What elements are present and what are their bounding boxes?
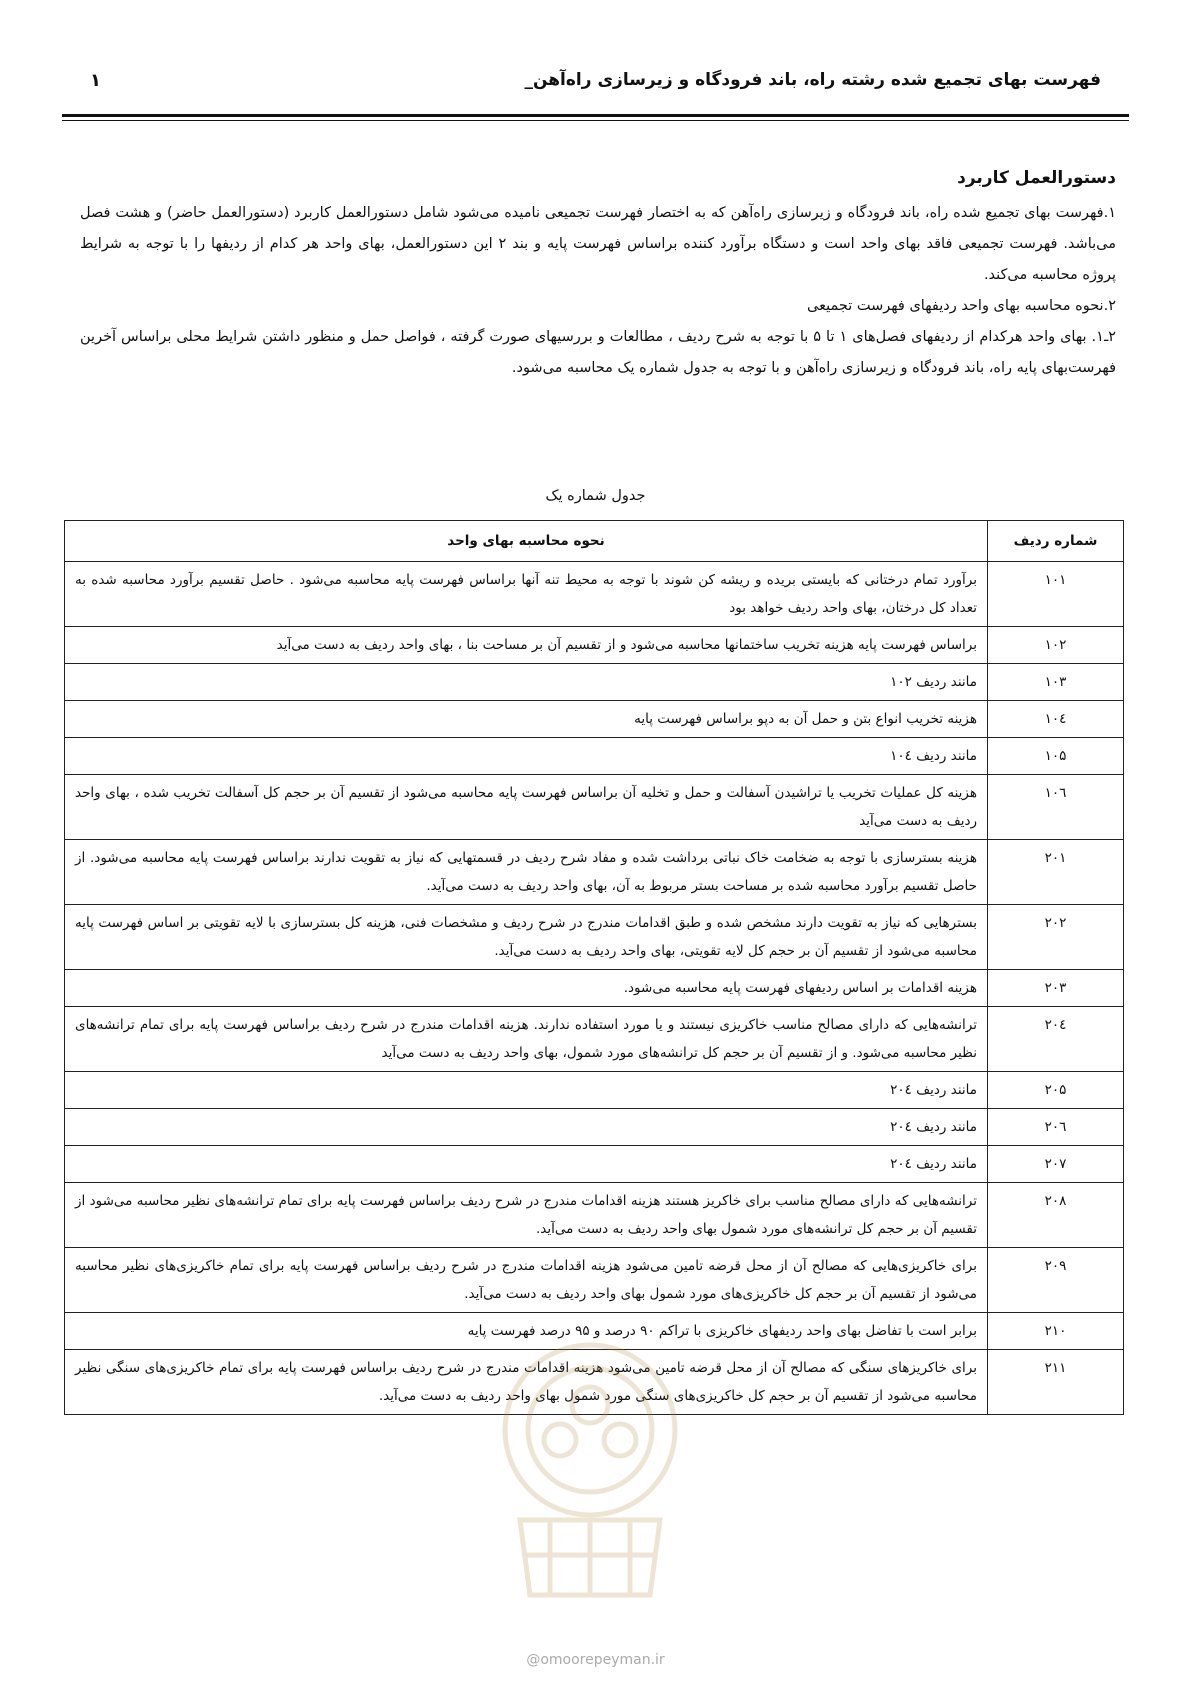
row-number: ۲۰۱ [988,840,1124,905]
header-rule-thick [62,114,1129,117]
row-number: ۲۰۹ [988,1248,1124,1313]
row-number: ۲۰۲ [988,905,1124,970]
row-description: برای خاکریزی‌هایی که مصالح آن از محل قرضه تامین می‌شود هزینه اقدامات مندرج در شرح ردیف براساس فهرست پایه برای تمام خاکریزی‌های نظیر محاسبه می‌شود از تقسیم آن بر حجم کل خاکریزی‌های مورد شمول بهای واحد ردیف به دست می‌آید. [65,1248,988,1313]
row-description: ترانشه‌هایی که دارای مصالح مناسب خاکریزی نیستند و یا مورد استفاده ندارند. هزینه اقدامات مندرج در شرح ردیف براساس فهرست پایه برای تمام ترانشه‌های نظیر محاسبه می‌شود. و از تقسیم آن بر حجم کل ترانشه‌های مورد شمول، بهای واحد ردیف به دست می‌آید [65,1007,988,1072]
header-title: فهرست بهای تجمیع شده رشته راه، باند فرودگاه و زیرسازی راه‌آهن_ [524,70,1101,90]
row-number: ۲۰٤ [988,1007,1124,1072]
row-number: ۲۱۰ [988,1313,1124,1350]
table-row [65,1146,1124,1183]
row-description: مانند ردیف ۲۰٤ [65,1109,988,1146]
row-number: ۲۱۱ [988,1350,1124,1415]
table-row [65,970,1124,1007]
row-number: ۱۰۲ [988,627,1124,664]
row-number: ۲۰٦ [988,1109,1124,1146]
row-description: هزینه تخریب انواع بتن و حمل آن به دپو براساس فهرست پایه [65,701,988,738]
table-header-row [65,521,1124,562]
header-rule-thin [62,120,1129,121]
table-row [65,701,1124,738]
row-description: مانند ردیف ۱۰۲ [65,664,988,701]
page-header [90,60,1101,100]
row-number: ۲۰۸ [988,1183,1124,1248]
instructions-section [80,168,1116,384]
paragraph-3: ۲ـ۱. بهای واحد هرکدام از ردیفهای فصل‌های ۱ تا ۵ با توجه به شرح ردیف ، مطالعات و بررسیهای صورت گرفته ، فواصل حمل و منظور داشتن شرایط محلی براساس آخرین فهرست‌بهای پایه راه، باند فرودگاه و زیرسازی راه‌آهن و با توجه به جدول شماره یک محاسبه می‌شود. [80,329,1116,376]
table-row [65,664,1124,701]
row-number: ۲۰۳ [988,970,1124,1007]
row-description: مانند ردیف ۲۰٤ [65,1146,988,1183]
row-description: بسترهایی که نیاز به تقویت دارند مشخص شده و طبق اقدامات مندرج در شرح ردیف و مشخصات فنی، هزینه کل بسترسازی با لایه تقویتی بر اساس فهرست پایه محاسبه می‌شود از تقسیم آن بر حجم کل لایه تقویتی، بهای واحد ردیف به دست می‌آید. [65,905,988,970]
row-description: هزینه کل عملیات تخریب یا تراشیدن آسفالت و حمل و تخلیه آن براساس فهرست پایه محاسبه می‌شود از تقسیم آن بر حجم کل آسفالت تخریب شده ، بهای واحد ردیف به دست می‌آید [65,775,988,840]
table-row [65,738,1124,775]
row-description: برآورد تمام درختانی که بایستی بریده و ریشه کن شوند با توجه به محیط تنه آنها براساس فهرست پایه محاسبه می‌شود . حاصل تقسیم برآورد محاسبه شده به تعداد کل درختان، بهای واحد ردیف خواهد بود [65,562,988,627]
table-row [65,1350,1124,1415]
row-number: ۱۰۱ [988,562,1124,627]
calculation-table [64,520,1124,1415]
row-description: هزینه اقدامات بر اساس ردیفهای فهرست پایه محاسبه می‌شود. [65,970,988,1007]
row-description: براساس فهرست پایه هزینه تخریب ساختمانها محاسبه می‌شود و از تقسیم آن بر مساحت بنا ، بهای واحد ردیف به دست می‌آید [65,627,988,664]
row-description: هزینه بسترسازی با توجه به ضخامت خاک نباتی برداشت شده و مفاد شرح ردیف در قسمتهایی که نیاز به تقویت ندارند براساس فهرست پایه محاسبه می‌شود. از حاصل تقسیم برآورد محاسبه شده بر مساحت بستر مربوط به آن، بهای واحد ردیف به دست می‌آید. [65,840,988,905]
page-number: ۱ [90,69,101,91]
row-description: ترانشه‌هایی که دارای مصالح مناسب برای خاکریز هستند هزینه اقدامات مندرج در شرح ردیف براساس فهرست پایه برای تمام ترانشه‌های نظیر محاسبه می‌شود از تقسیم آن بر حجم کل ترانشه‌های مورد شمول بهای واحد ردیف به دست می‌آید. [65,1183,988,1248]
footer-site: @omoorepeyman.ir [526,1652,665,1668]
row-number: ۱۰۵ [988,738,1124,775]
table-row [65,1183,1124,1248]
table-row [65,562,1124,627]
table-row [65,1109,1124,1146]
table-row [65,1072,1124,1109]
row-description: مانند ردیف ۲۰٤ [65,1072,988,1109]
table-body [65,562,1124,1415]
header-calculation-method: نحوه محاسبه بهای واحد [65,521,988,562]
row-number: ۱۰٦ [988,775,1124,840]
header-row-number: شماره ردیف [988,521,1124,562]
row-description: مانند ردیف ۱۰٤ [65,738,988,775]
table-row [65,775,1124,840]
section-title: دستورالعمل کاربرد [957,168,1116,188]
table-row [65,1248,1124,1313]
table-row [65,627,1124,664]
row-description: برای خاکریزهای سنگی که مصالح آن از محل قرضه تامین می‌شود هزینه اقدامات مندرج در شرح ردیف براساس فهرست پایه برای تمام خاکریزی‌های سنگی نظیر محاسبه می‌شود از تقسیم آن بر حجم کل خاکریزی‌های سنگی مورد شمول بهای واحد ردیف به دست می‌آید. [65,1350,988,1415]
table-row [65,905,1124,970]
row-number: ۱۰۳ [988,664,1124,701]
table-row [65,1007,1124,1072]
table-row [65,840,1124,905]
table-caption: جدول شماره یک [545,488,646,504]
row-number: ۲۰۷ [988,1146,1124,1183]
row-number: ۱۰٤ [988,701,1124,738]
paragraph-1: ۱.فهرست بهای تجمیع شده راه، باند فرودگاه و زیرسازی راه‌آهن که به اختصار فهرست تجمیعی نامیده می‌شود شامل دستورالعمل کاربرد (دستورالعمل حاضر) و هشت فصل می‌باشد. فهرست تجمیعی فاقد بهای واحد است و دستگاه برآورد کننده براساس فهرست پایه و بند ۲ این دستورالعمل، بهای واحد هر کدام از ردیفها را با توجه به شرایط پروژه محاسبه می‌کند. [80,205,1116,283]
row-number: ۲۰۵ [988,1072,1124,1109]
row-description: برابر است با تفاضل بهای واحد ردیفهای خاکریزی با تراکم ۹۰ درصد و ۹۵ درصد فهرست پایه [65,1313,988,1350]
paragraph-2: ۲.نحوه محاسبه بهای واحد ردیفهای فهرست تجمیعی [807,298,1116,314]
table-row [65,1313,1124,1350]
